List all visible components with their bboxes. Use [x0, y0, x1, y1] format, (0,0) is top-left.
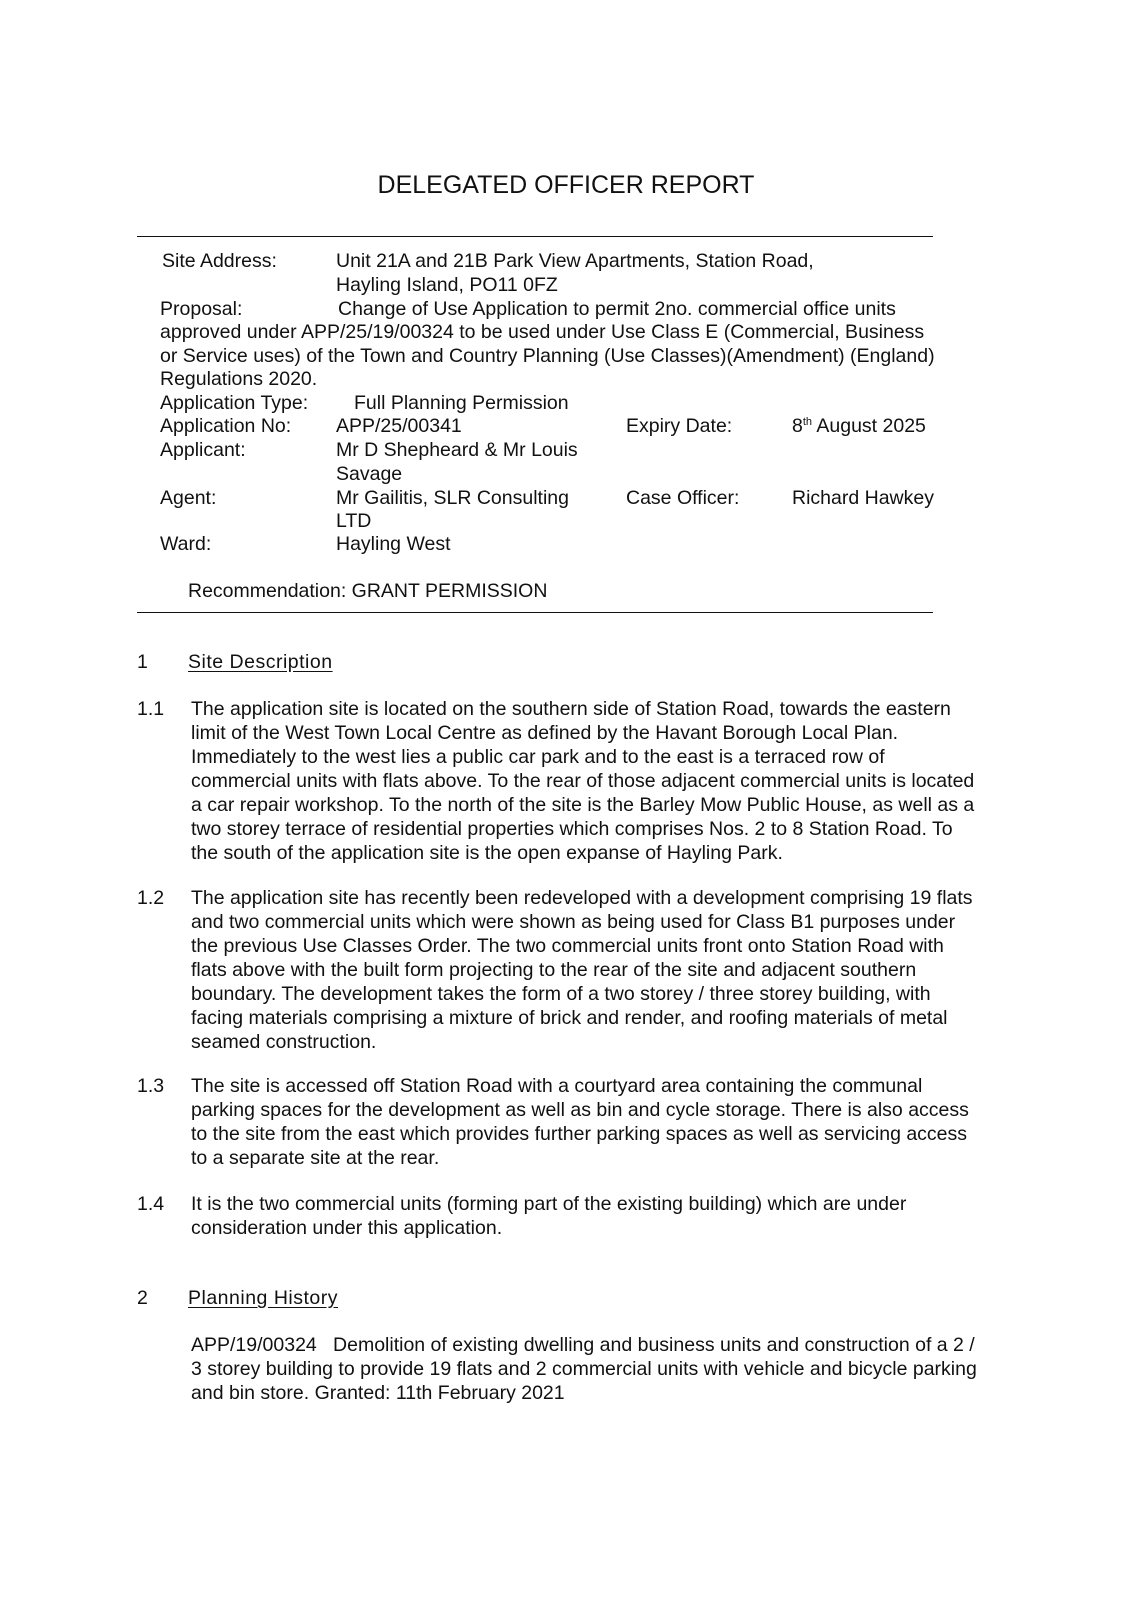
- para-1-4-number: 1.4: [137, 1193, 165, 1215]
- site-address-line2: Hayling Island, PO11 0FZ: [336, 274, 558, 296]
- planning-history-entry: APP/19/00324 Demolition of existing dwelling and business units and construction of a 2 / 3 storey building to provide 19 flats and 2 commercial units with vehicle and bicycle parking and bin store. Granted: 11th February 2021: [191, 1334, 983, 1404]
- applicant-line1: Mr D Shepheard & Mr Louis: [336, 439, 578, 461]
- site-address-line1: Unit 21A and 21B Park View Apartments, Station Road,: [336, 250, 814, 272]
- expiry-day: 8: [792, 415, 803, 437]
- section-2-heading: Planning History: [188, 1287, 338, 1309]
- expiry-month-year: August 2025: [812, 415, 926, 437]
- page-title: DELEGATED OFFICER REPORT: [377, 171, 755, 199]
- agent-line2: LTD: [336, 510, 372, 532]
- application-type-label: Application Type:: [160, 392, 309, 414]
- para-1-4: It is the two commercial units (forming part of the existing building) which are under consideration under this application.: [191, 1193, 907, 1239]
- para-1-2: The application site has recently been redeveloped with a development comprising 19 flats and two commercial units which were shown as being used for Class B1 purposes under the previous Use Classes Order. The two commercial units front onto Station Road with flats above with the built form projecting to the rear of the site and adjacent southern boundary. The development takes the form of a two storey / three storey building, with facing materials comprising a mixture of brick and render, and roofing materials of metal seamed construction.: [191, 887, 973, 1053]
- proposal-line3: or Service uses) of the Town and Country Planning (Use Classes)(Amendment) (England): [160, 345, 935, 367]
- para-1-2-number: 1.2: [137, 887, 165, 909]
- proposal-line2: approved under APP/25/19/00324 to be used under Use Class E (Commercial, Business: [160, 321, 925, 343]
- top-divider: [137, 236, 933, 237]
- application-no-value: APP/25/00341: [336, 415, 462, 437]
- bottom-divider: [137, 612, 933, 613]
- recommendation: Recommendation: GRANT PERMISSION: [188, 580, 548, 602]
- ward-label: Ward:: [160, 533, 212, 555]
- application-no-label: Application No:: [160, 415, 292, 437]
- proposal-label: Proposal:: [160, 298, 243, 320]
- ward-value: Hayling West: [336, 533, 451, 555]
- proposal-line4: Regulations 2020.: [160, 368, 318, 390]
- section-2-number: 2: [137, 1287, 148, 1309]
- applicant-line2: Savage: [336, 463, 403, 485]
- section-1-heading: Site Description: [188, 651, 333, 673]
- site-address-label: Site Address:: [162, 250, 277, 272]
- expiry-date-label: Expiry Date:: [626, 415, 733, 437]
- expiry-date-value: [792, 414, 926, 438]
- application-type-value: Full Planning Permission: [354, 392, 569, 414]
- agent-line1: Mr Gailitis, SLR Consulting: [336, 487, 569, 509]
- case-officer-value: Richard Hawkey: [792, 487, 934, 509]
- agent-label: Agent:: [160, 487, 217, 509]
- para-1-3: The site is accessed off Station Road with a courtyard area containing the communal parking spaces for the development as well as bin and cycle storage. There is also access to the site from the east which provides further parking spaces as well as servicing access to a separate site at the rear.: [191, 1075, 969, 1169]
- para-1-1: The application site is located on the southern side of Station Road, towards the eastern limit of the West Town Local Centre as defined by the Havant Borough Local Plan. Immediately to the west lies a public car park and to the east is a terraced row of commercial units with flats above. To the rear of those adjacent commercial units is located a car repair workshop. To the north of the site is the Barley Mow Public House, as well as a two storey terrace of residential properties which comprises Nos. 2 to 8 Station Road. To the south of the application site is the open expanse of Hayling Park.: [191, 698, 975, 864]
- applicant-label: Applicant:: [160, 439, 246, 461]
- case-officer-label: Case Officer:: [626, 487, 740, 509]
- para-1-1-number: 1.1: [137, 698, 165, 720]
- para-1-3-number: 1.3: [137, 1075, 165, 1097]
- proposal-line1: Change of Use Application to permit 2no. commercial office units: [338, 298, 896, 320]
- section-1-number: 1: [137, 651, 148, 673]
- expiry-day-suffix: th: [802, 416, 813, 428]
